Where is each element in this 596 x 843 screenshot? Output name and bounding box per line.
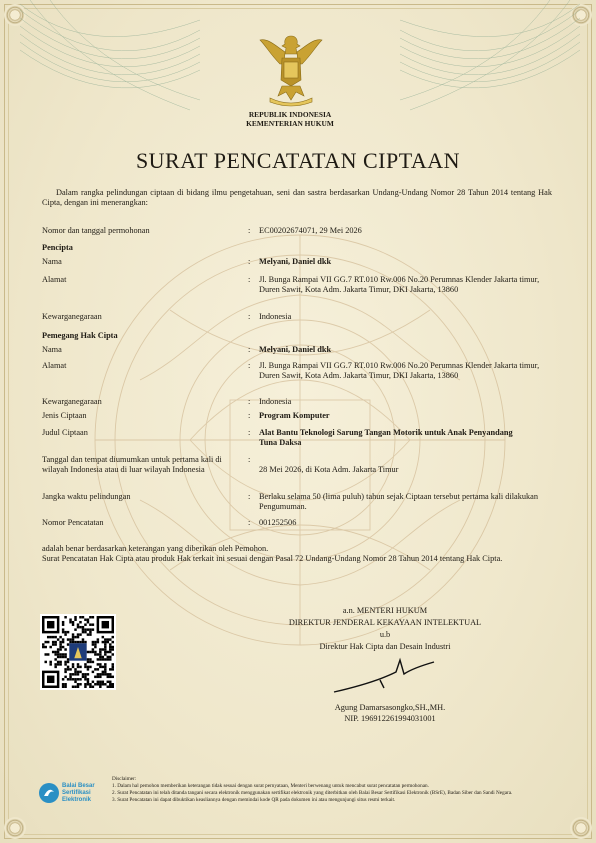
bsre-line2: Sertifikasi bbox=[62, 790, 91, 796]
creator-address: Jl. Bunga Rampai VII GG.7 RT.010 Rw.006 No.20 Perumnas Klender Jakarta timur, Duren Sawit, Kota Adm. Jakarta Timur, DKI Jakarta, 13860 bbox=[259, 275, 540, 295]
colon: : bbox=[248, 345, 251, 354]
creator-name-label: Nama bbox=[42, 257, 62, 266]
holder-address: Jl. Bunga Rampai VII GG.7 RT.010 Rw.006 No.20 Perumnas Klender Jakarta timur, Duren Sawit, Kota Adm. Jakarta Timur, DKI Jakarta, 13860 bbox=[259, 361, 540, 381]
closing-statement: adalah benar berdasarkan keterangan yang diberikan oleh Pemohon. bbox=[42, 544, 269, 553]
colon: : bbox=[248, 411, 251, 420]
signatory-name: Agung Damarsasongko,SH.,MH. bbox=[334, 703, 446, 712]
holder-address-label: Alamat bbox=[42, 361, 67, 370]
colon: : bbox=[248, 312, 251, 321]
signatory-nip: NIP. 196912261994031001 bbox=[344, 714, 436, 723]
colon: : bbox=[248, 492, 251, 501]
creator-nationality: Indonesia bbox=[259, 312, 292, 321]
country-name: REPUBLIK INDONESIA bbox=[248, 110, 332, 119]
work-type-label: Jenis Ciptaan bbox=[42, 411, 87, 420]
signature-director-general: DIREKTUR JENDERAL KEKAYAAN INTELEKTUAL bbox=[288, 618, 482, 627]
colon: : bbox=[248, 257, 251, 266]
work-title-label: Judul Ciptaan bbox=[42, 428, 88, 437]
creator-heading: Pencipta bbox=[42, 243, 73, 252]
signature-director: Direktur Hak Cipta dan Desain Industri bbox=[319, 642, 451, 651]
colon: : bbox=[248, 397, 251, 406]
legal-statement: Surat Pencatatan Hak Cipta atau produk Hak terkait ini sesuai dengan Pasal 72 Undang-Undang Nomor 28 Tahun 2014 tentang Hak Cipta. bbox=[42, 554, 503, 563]
work-type: Program Komputer bbox=[259, 411, 330, 420]
disclaimer-item: 2. Surat Pencatatan ini telah ditanda tangani secara elektronik menggunakan sertifikat elektronik yang diterbitkan oleh Balai Besar Sertifikasi Elektronik (BSrE), Badan Siber dan Sandi Negara. bbox=[112, 790, 513, 796]
holder-name-label: Nama bbox=[42, 345, 62, 354]
disclaimer-heading: Disclaimer: bbox=[112, 776, 137, 782]
guilloche-pattern-right bbox=[400, 0, 580, 120]
ministry-name: KEMENTERIAN HUKUM bbox=[246, 119, 334, 128]
disclaimer-item: 3. Surat Pencatatan ini dapat dibuktikan keasliannya dengan memindai kode QR pada dokumen ini atau mengunjungi situs resmi terkait. bbox=[112, 797, 396, 803]
intro-paragraph: Dalam rangka pelindungan ciptaan di bidang ilmu pengetahuan, seni dan sastra berdasarkan Undang-Undang Nomor 28 Tahun 2014 tentang Hak Cipta, dengan ini menerangkan: bbox=[42, 188, 552, 208]
work-title: Alat Bantu Teknologi Sarung Tangan Motorik untuk Anak Penyandang Tuna Daksa bbox=[259, 428, 513, 448]
announce-value: 28 Mei 2026, di Kota Adm. Jakarta Timur bbox=[259, 465, 399, 474]
creator-name: Melyani, Daniel dkk bbox=[259, 257, 332, 266]
holder-nationality-label: Kewarganegaraan bbox=[42, 397, 102, 406]
colon: : bbox=[248, 428, 251, 437]
colon: : bbox=[248, 361, 251, 370]
colon: : bbox=[248, 455, 251, 464]
application-value: EC00202674071, 29 Mei 2026 bbox=[259, 226, 362, 235]
document-title: SURAT PENCATATAN CIPTAAN bbox=[135, 148, 461, 173]
record-number: 001252506 bbox=[259, 518, 297, 527]
creator-address-label: Alamat bbox=[42, 275, 67, 284]
holder-heading: Pemegang Hak Cipta bbox=[42, 331, 118, 340]
colon: : bbox=[248, 226, 251, 235]
creator-nationality-label: Kewarganegaraan bbox=[42, 312, 102, 321]
holder-nationality: Indonesia bbox=[259, 397, 292, 406]
colon: : bbox=[248, 275, 251, 284]
guilloche-pattern-left bbox=[20, 0, 200, 120]
term-label: Jangka waktu pelindungan bbox=[42, 492, 131, 501]
announce-label: Tanggal dan tempat diumumkan untuk pertama kali di wilayah Indonesia atau di luar wilayah Indonesia bbox=[42, 455, 222, 475]
bsre-line1: Balai Besar bbox=[62, 783, 95, 789]
term-value: Berlaku selama 50 (lima puluh) tahun sejak Ciptaan tersebut pertama kali dilakukan Pengumuman. bbox=[259, 492, 539, 512]
bsre-logo-text bbox=[62, 783, 95, 804]
disclaimer bbox=[112, 776, 562, 804]
garuda-emblem-icon bbox=[258, 30, 324, 108]
holder-name: Melyani, Daniel dkk bbox=[259, 345, 332, 354]
record-label: Nomor Pencatatan bbox=[42, 518, 104, 527]
qr-code-icon bbox=[42, 616, 114, 688]
corner-ornament-bottom-left bbox=[4, 817, 26, 839]
application-label: Nomor dan tanggal permohonan bbox=[42, 226, 150, 235]
handwritten-signature bbox=[330, 650, 440, 700]
bsre-logo-icon bbox=[38, 782, 60, 804]
bsre-line3: Elektronik bbox=[62, 797, 92, 803]
colon: : bbox=[248, 518, 251, 527]
corner-ornament-bottom-right bbox=[570, 817, 592, 839]
qr-code[interactable] bbox=[40, 614, 116, 690]
signature-ub: u.b bbox=[379, 630, 391, 639]
disclaimer-item: 1. Dalam hal pemohon memberikan keterangan tidak sesuai dengan surat pernyataan, Menteri berwenang untuk mencabut surat pencatatan permohonan. bbox=[112, 783, 429, 789]
signature-on-behalf: a.n. MENTERI HUKUM bbox=[342, 606, 428, 615]
